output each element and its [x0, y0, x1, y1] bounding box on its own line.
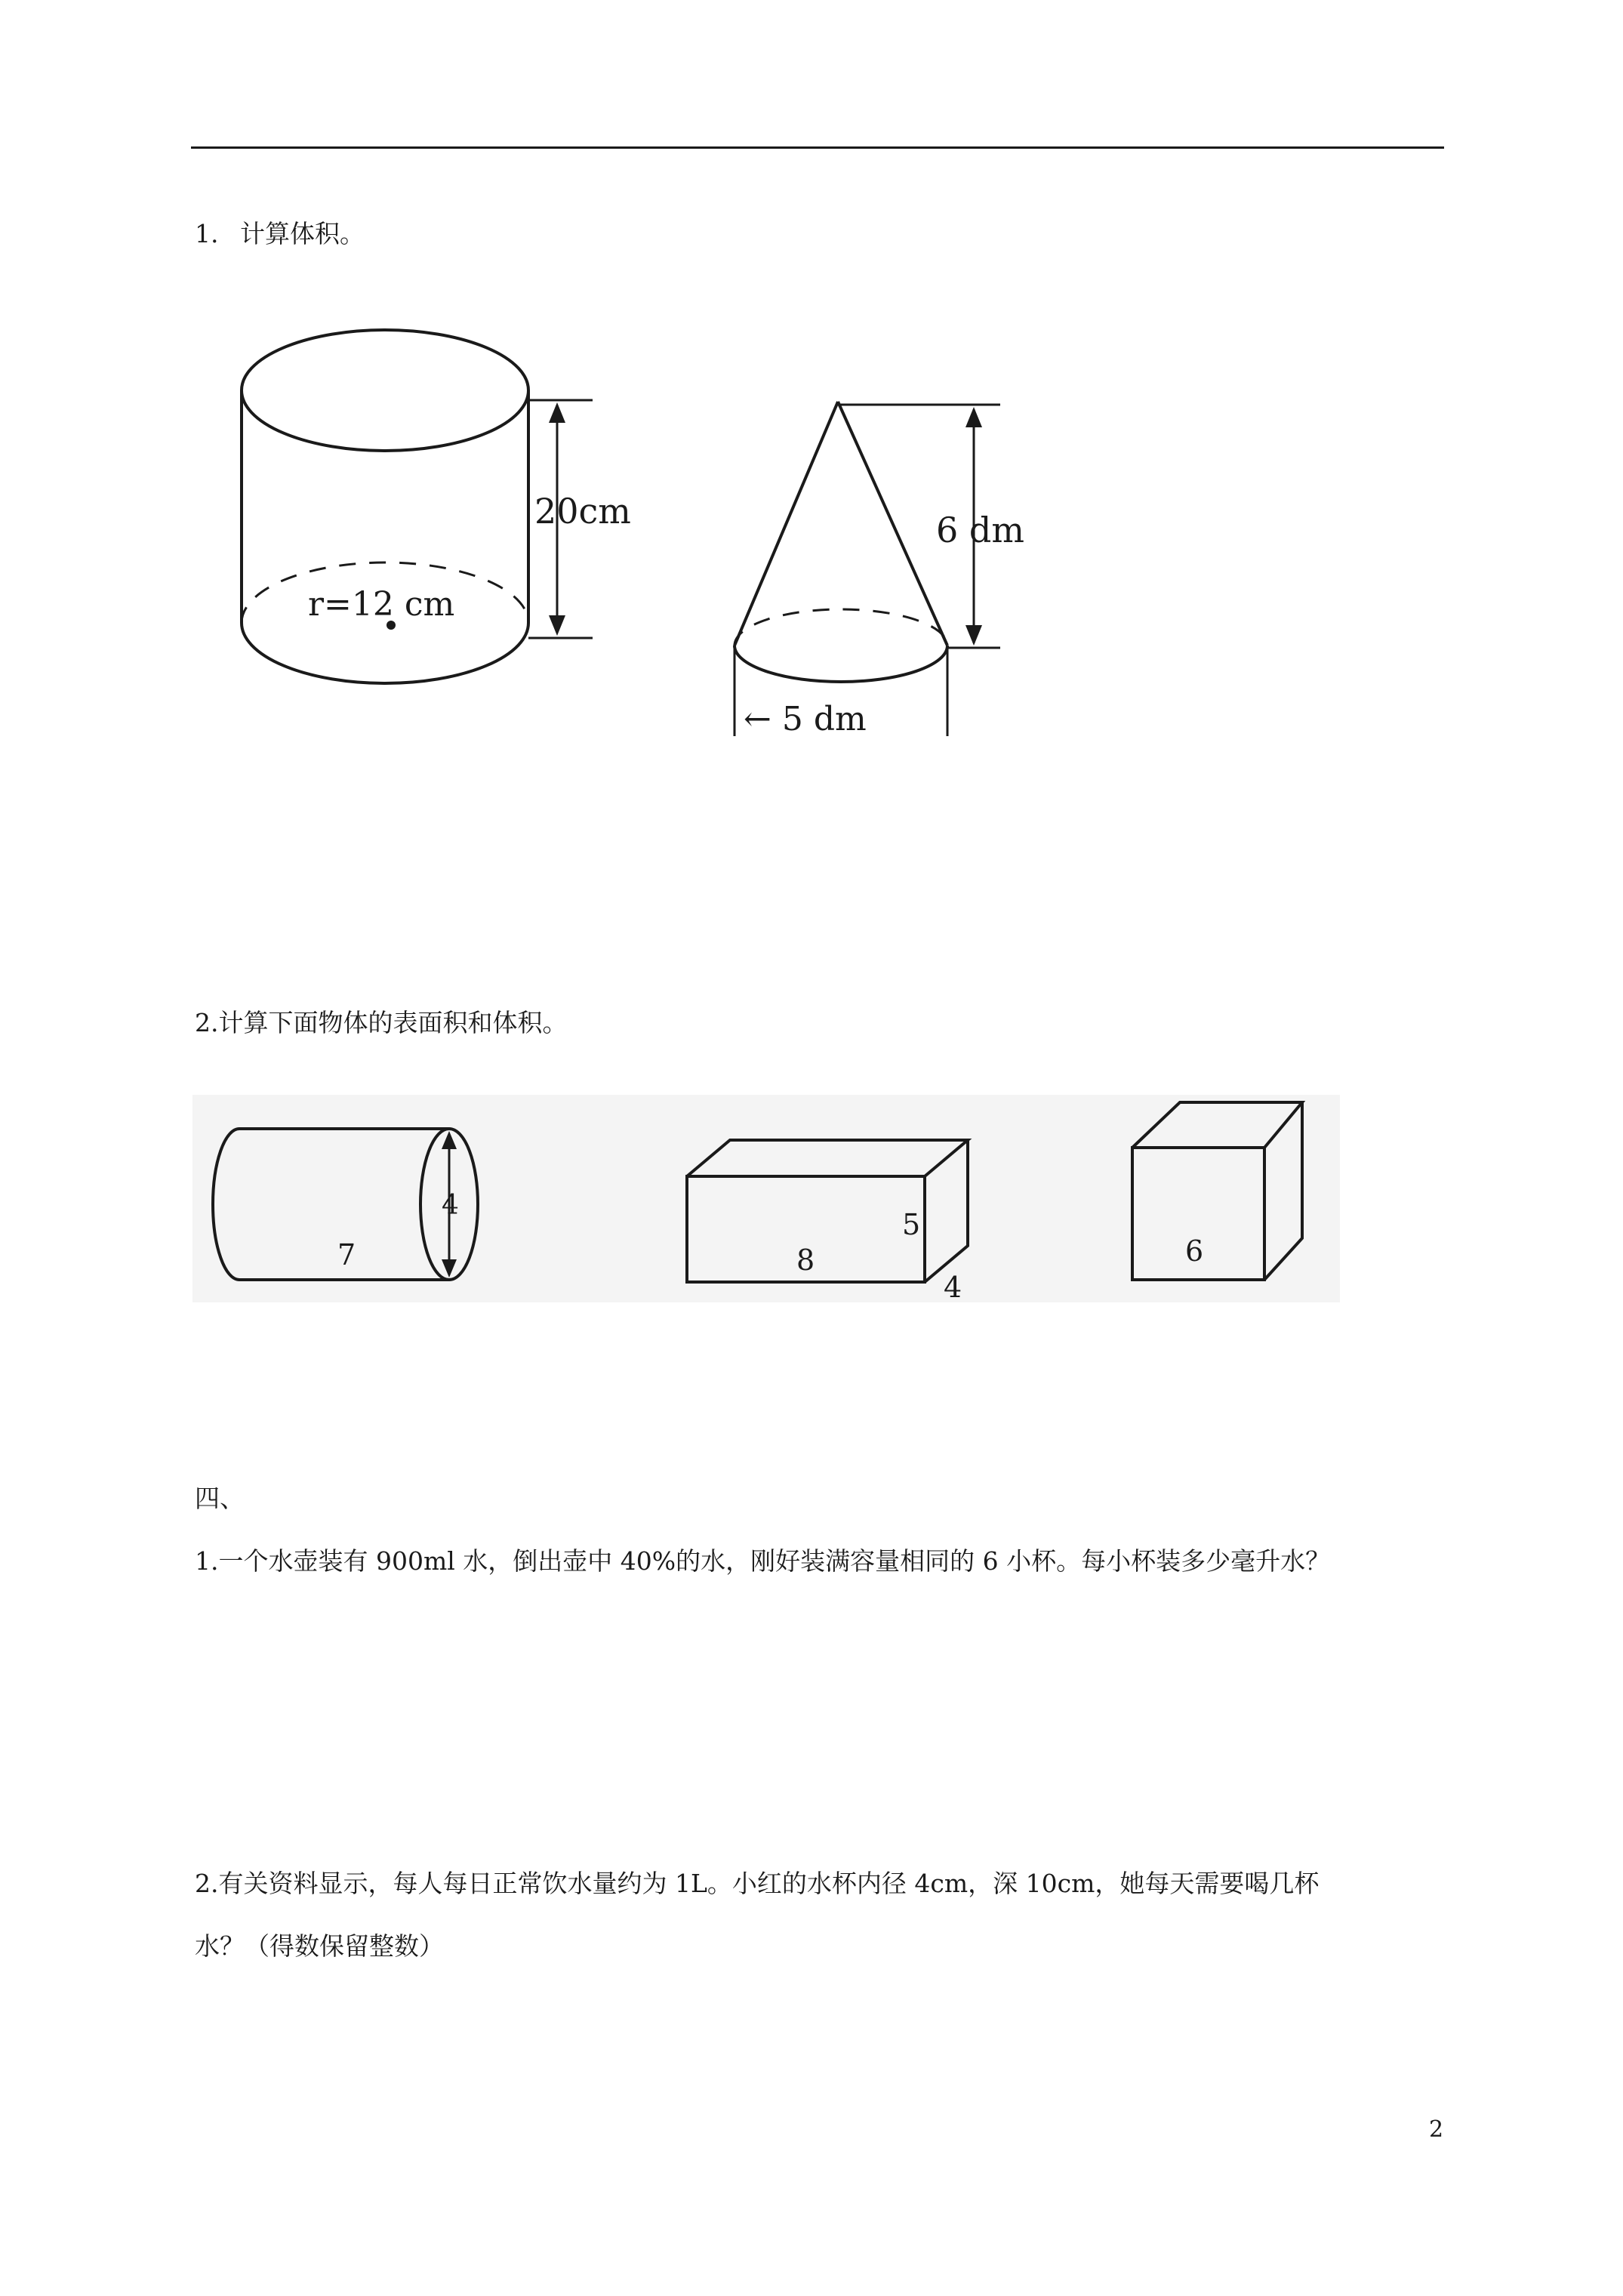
cylinder-top-ellipse — [242, 330, 528, 451]
section-4-question-1: 1.一个水壶装有 900ml 水，倒出壶中 40%的水，刚好装满容量相同的 6 小杯。每小杯装多少毫升水？ — [195, 1546, 1331, 1576]
cone-height-arrow-up — [965, 407, 982, 427]
question-1-text: 计算体积。 — [240, 219, 365, 248]
cylinder-bottom-front — [242, 623, 528, 683]
cube-edge-label: 6 — [1185, 1234, 1204, 1268]
question-1-heading — [195, 219, 365, 249]
cone-base-back-dashed — [735, 609, 947, 646]
question-1-number: 1. — [195, 219, 219, 248]
cone-base-front — [735, 646, 947, 682]
cylinder-length-label: 7 — [337, 1238, 356, 1271]
section-4-heading: 四、 — [195, 1484, 245, 1513]
cylinder-volume-figure — [226, 321, 649, 706]
solids-figure-strip — [192, 1095, 1340, 1302]
cone-volume-figure — [721, 393, 1053, 747]
figure-background — [192, 1095, 1340, 1302]
question-2-text: 2.计算下面物体的表面积和体积。 — [195, 1008, 568, 1037]
cone-height-label: 6 dm — [936, 510, 1024, 550]
cuboid-width-label: 4 — [944, 1271, 962, 1302]
cylinder-radius-label: r=12 cm — [308, 585, 455, 624]
cuboid-length-label: 8 — [796, 1244, 815, 1277]
cylinder-height-arrow-down — [549, 615, 565, 636]
cylinder-height-arrow-up — [549, 402, 565, 423]
cuboid-height-label: 5 — [902, 1208, 921, 1241]
cone-height-arrow-down — [965, 625, 982, 646]
cone-base-label: ← 5 dm — [744, 700, 867, 738]
cylinder-diameter-label: 4 — [442, 1190, 459, 1221]
cylinder-height-label: 20cm — [534, 491, 631, 532]
page-number: 2 — [1429, 2116, 1444, 2143]
header-rule — [191, 146, 1444, 149]
section-4-question-2-line-1: 2.有关资料显示，每人每日正常饮水量约为 1L。小红的水杯内径 4cm，深 10cm，她每天需要喝几杯 — [195, 1869, 1320, 1898]
section-4-question-2-line-2: 水？（得数保留整数） — [195, 1931, 444, 1961]
